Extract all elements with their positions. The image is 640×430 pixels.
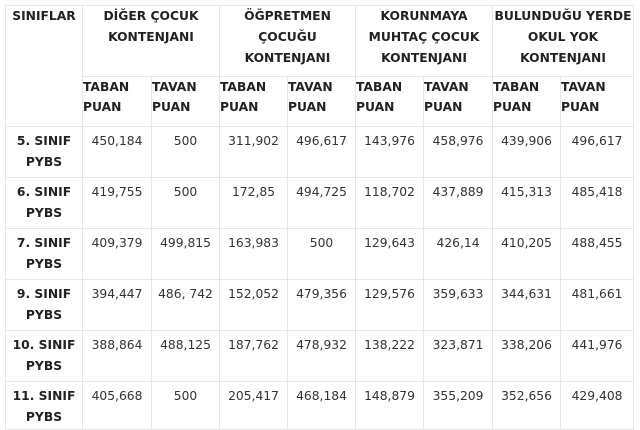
cell: 488,455 bbox=[561, 229, 634, 280]
subheader-tavan: TAVAN PUAN bbox=[424, 77, 493, 127]
cell: 494,725 bbox=[288, 178, 356, 229]
cell: 359,633 bbox=[424, 280, 493, 331]
row-label: 10. SINIF PYBS bbox=[6, 331, 83, 382]
table-row bbox=[6, 382, 634, 430]
subheader-taban: TABAN PUAN bbox=[83, 77, 152, 127]
cell: 323,871 bbox=[424, 331, 493, 382]
cell: 138,222 bbox=[356, 331, 424, 382]
row-label: 6. SINIF PYBS bbox=[6, 178, 83, 229]
cell: 486, 742 bbox=[152, 280, 220, 331]
cell: 405,668 bbox=[83, 382, 152, 430]
cell: 429,408 bbox=[561, 382, 634, 430]
cell: 439,906 bbox=[493, 127, 561, 178]
group-header-diger: DİĞER ÇOCUK KONTENJANI bbox=[83, 6, 220, 77]
cell: 143,976 bbox=[356, 127, 424, 178]
group-header-row bbox=[6, 6, 634, 77]
cell: 500 bbox=[152, 127, 220, 178]
subheader-row bbox=[6, 77, 634, 127]
subheader-tavan: TAVAN PUAN bbox=[288, 77, 356, 127]
cell: 500 bbox=[152, 178, 220, 229]
cell: 426,14 bbox=[424, 229, 493, 280]
subheader-tavan: TAVAN PUAN bbox=[152, 77, 220, 127]
cell: 458,976 bbox=[424, 127, 493, 178]
cell: 148,879 bbox=[356, 382, 424, 430]
group-header-okul-yok: BULUNDUĞU YERDE OKUL YOK KONTENJANI bbox=[493, 6, 634, 77]
subheader-taban: TABAN PUAN bbox=[220, 77, 288, 127]
cell: 118,702 bbox=[356, 178, 424, 229]
cell: 311,902 bbox=[220, 127, 288, 178]
cell: 409,379 bbox=[83, 229, 152, 280]
group-header-korunmaya: KORUNMAYA MUHTAÇ ÇOCUK KONTENJANI bbox=[356, 6, 493, 77]
cell: 172,85 bbox=[220, 178, 288, 229]
cell: 496,617 bbox=[561, 127, 634, 178]
cell: 450,184 bbox=[83, 127, 152, 178]
cell: 496,617 bbox=[288, 127, 356, 178]
cell: 500 bbox=[288, 229, 356, 280]
cell: 478,932 bbox=[288, 331, 356, 382]
subheader-taban: TABAN PUAN bbox=[356, 77, 424, 127]
cell: 410,205 bbox=[493, 229, 561, 280]
cell: 187,762 bbox=[220, 331, 288, 382]
cell: 500 bbox=[152, 382, 220, 430]
cell: 163,983 bbox=[220, 229, 288, 280]
table-row bbox=[6, 280, 634, 331]
subheader-tavan: TAVAN PUAN bbox=[561, 77, 634, 127]
table-row bbox=[6, 127, 634, 178]
cell: 129,576 bbox=[356, 280, 424, 331]
cell: 488,125 bbox=[152, 331, 220, 382]
cell: 481,661 bbox=[561, 280, 634, 331]
table-row bbox=[6, 229, 634, 280]
cell: 338,206 bbox=[493, 331, 561, 382]
cell: 415,313 bbox=[493, 178, 561, 229]
cell: 419,755 bbox=[83, 178, 152, 229]
subheader-taban: TABAN PUAN bbox=[493, 77, 561, 127]
cell: 499,815 bbox=[152, 229, 220, 280]
cell: 394,447 bbox=[83, 280, 152, 331]
row-label: 9. SINIF PYBS bbox=[6, 280, 83, 331]
row-label: 5. SINIF PYBS bbox=[6, 127, 83, 178]
cell: 388,864 bbox=[83, 331, 152, 382]
cell: 355,209 bbox=[424, 382, 493, 430]
cell: 468,184 bbox=[288, 382, 356, 430]
cell: 152,052 bbox=[220, 280, 288, 331]
group-header-ogretmen: ÖĞPRETMEN ÇOCUĞU KONTENJANI bbox=[220, 6, 356, 77]
cell: 352,656 bbox=[493, 382, 561, 430]
cell: 205,417 bbox=[220, 382, 288, 430]
table-row bbox=[6, 331, 634, 382]
cell: 485,418 bbox=[561, 178, 634, 229]
cell: 129,643 bbox=[356, 229, 424, 280]
score-table bbox=[5, 5, 634, 430]
row-label: 11. SINIF PYBS bbox=[6, 382, 83, 430]
cell: 437,889 bbox=[424, 178, 493, 229]
cell: 344,631 bbox=[493, 280, 561, 331]
cell: 479,356 bbox=[288, 280, 356, 331]
corner-header: SINIFLAR bbox=[6, 6, 83, 127]
row-label: 7. SINIF PYBS bbox=[6, 229, 83, 280]
cell: 441,976 bbox=[561, 331, 634, 382]
table-row bbox=[6, 178, 634, 229]
